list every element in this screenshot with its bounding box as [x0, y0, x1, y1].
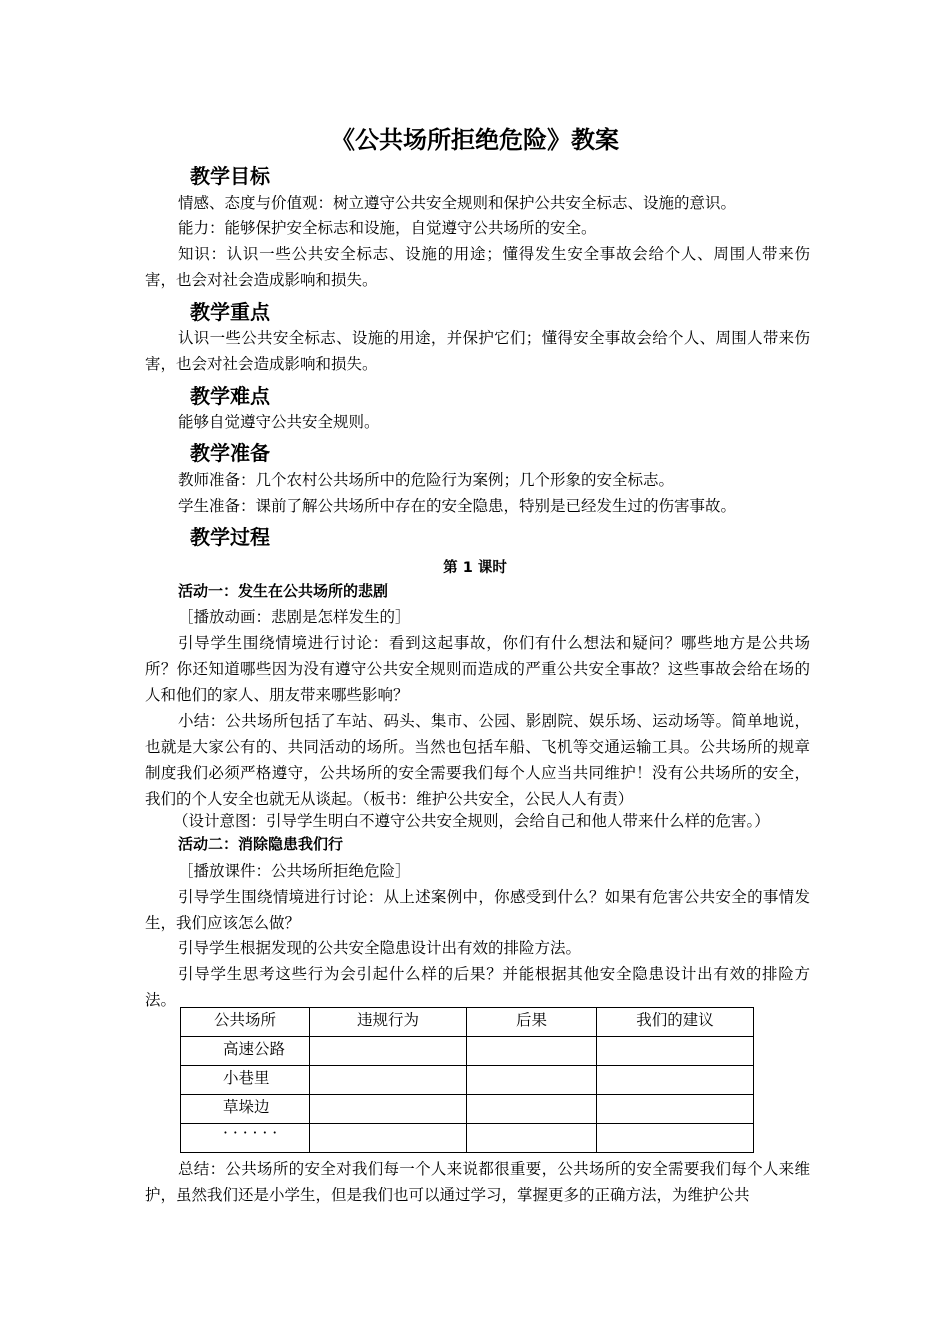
table-header: 公共场所 — [181, 1008, 310, 1037]
table-header-row — [181, 1008, 754, 1037]
table-cell[interactable] — [597, 1095, 754, 1124]
heading-goals: 教学目标 — [190, 164, 270, 188]
table-header: 我们的建议 — [597, 1008, 754, 1037]
table-header: 后果 — [467, 1008, 597, 1037]
table-cell[interactable] — [310, 1095, 467, 1124]
table-row — [181, 1037, 754, 1066]
heading-prep: 教学准备 — [190, 441, 270, 465]
heading-key: 教学重点 — [190, 300, 270, 324]
table-cell[interactable] — [467, 1037, 597, 1066]
activity1-media: ［播放动画：悲剧是怎样发生的］ — [178, 608, 411, 626]
table-row — [181, 1066, 754, 1095]
table-cell[interactable] — [310, 1066, 467, 1095]
activity2-guide3: 引导学生思考这些行为会引起什么样的后果？并能根据其他安全隐患设计出有效的排险方法。 — [145, 965, 810, 1009]
activity1-guide: 引导学生围绕情境进行讨论：看到这起事故，你们有什么想法和疑问？哪些地方是公共场所？你还知道哪些因为没有遵守公共安全规则而造成的严重公共安全事故？这些事故会给在场的人和他们的家人、朋友带来哪些影响？ — [145, 634, 810, 704]
heading-difficulty: 教学难点 — [190, 384, 270, 408]
heading-process: 教学过程 — [190, 525, 270, 549]
activity2-title: 活动二：消除隐患我们行 — [178, 835, 344, 853]
prep-student: 学生准备：课前了解公共场所中存在的安全隐患，特别是已经发生过的伤害事故。 — [178, 497, 737, 515]
activity1-title: 活动一：发生在公共场所的悲剧 — [178, 582, 389, 600]
activity1-summary: 小结：公共场所包括了车站、码头、集市、公园、影剧院、娱乐场、运动场等。简单地说，也就是大家公有的、共同活动的场所。当然也包括车船、飞机等交通运输工具。公共场所的规章制度我们必须严格遵守，公共场所的安全需要我们每个人应当共同维护！没有公共场所的安全，我们的个人安全也就无从谈起。（板书：维护公共安全，公民人人有责） — [145, 712, 810, 808]
table-row — [181, 1095, 754, 1124]
table-cell[interactable] — [467, 1095, 597, 1124]
goal-emotion: 情感、态度与价值观：树立遵守公共安全规则和保护公共安全标志、设施的意识。 — [178, 194, 737, 212]
table-cell[interactable] — [597, 1066, 754, 1095]
table-cell-place: 小巷里 — [181, 1066, 310, 1095]
goal-ability: 能力：能够保护安全标志和设施，自觉遵守公共场所的安全。 — [178, 219, 597, 237]
table-cell-place: 草垛边 — [181, 1095, 310, 1124]
table-row — [181, 1124, 754, 1153]
activity2-conclusion: 总结：公共场所的安全对我们每一个人来说都很重要，公共场所的安全需要我们每个人来维护，虽然我们还是小学生，但是我们也可以通过学习，掌握更多的正确方法，为维护公共 — [145, 1160, 810, 1204]
lesson-label: 第 1 课时 — [443, 560, 507, 576]
prep-teacher: 教师准备：几个农村公共场所中的危险行为案例；几个形象的安全标志。 — [178, 471, 675, 489]
difficulty-text: 能够自觉遵守公共安全规则。 — [178, 413, 380, 431]
table-cell[interactable] — [310, 1037, 467, 1066]
table-cell[interactable] — [597, 1124, 754, 1153]
hazard-table — [180, 1007, 754, 1153]
table-cell[interactable] — [467, 1066, 597, 1095]
activity2-guide1: 引导学生围绕情境进行讨论：从上述案例中，你感受到什么？如果有危害公共安全的事情发生，我们应该怎么做？ — [145, 888, 810, 932]
document-title: 《公共场所拒绝危险》教案 — [331, 126, 619, 154]
table-cell[interactable] — [597, 1037, 754, 1066]
table-cell-place: · · · · · · — [181, 1124, 310, 1153]
table-header: 违规行为 — [310, 1008, 467, 1037]
activity1-intent: （设计意图：引导学生明白不遵守公共安全规则，会给自己和他人带来什么样的危害。） — [173, 812, 770, 830]
activity2-media: ［播放课件：公共场所拒绝危险］ — [178, 862, 411, 880]
key-text: 认识一些公共安全标志、设施的用途，并保护它们；懂得安全事故会给个人、周围人带来伤害，也会对社会造成影响和损失。 — [145, 329, 810, 373]
table-cell-place: 高速公路 — [181, 1037, 310, 1066]
activity2-guide2: 引导学生根据发现的公共安全隐患设计出有效的排险方法。 — [178, 939, 582, 957]
table-cell[interactable] — [467, 1124, 597, 1153]
goal-knowledge: 知识：认识一些公共安全标志、设施的用途；懂得发生安全事故会给个人、周围人带来伤害，也会对社会造成影响和损失。 — [145, 245, 810, 289]
table-cell[interactable] — [310, 1124, 467, 1153]
